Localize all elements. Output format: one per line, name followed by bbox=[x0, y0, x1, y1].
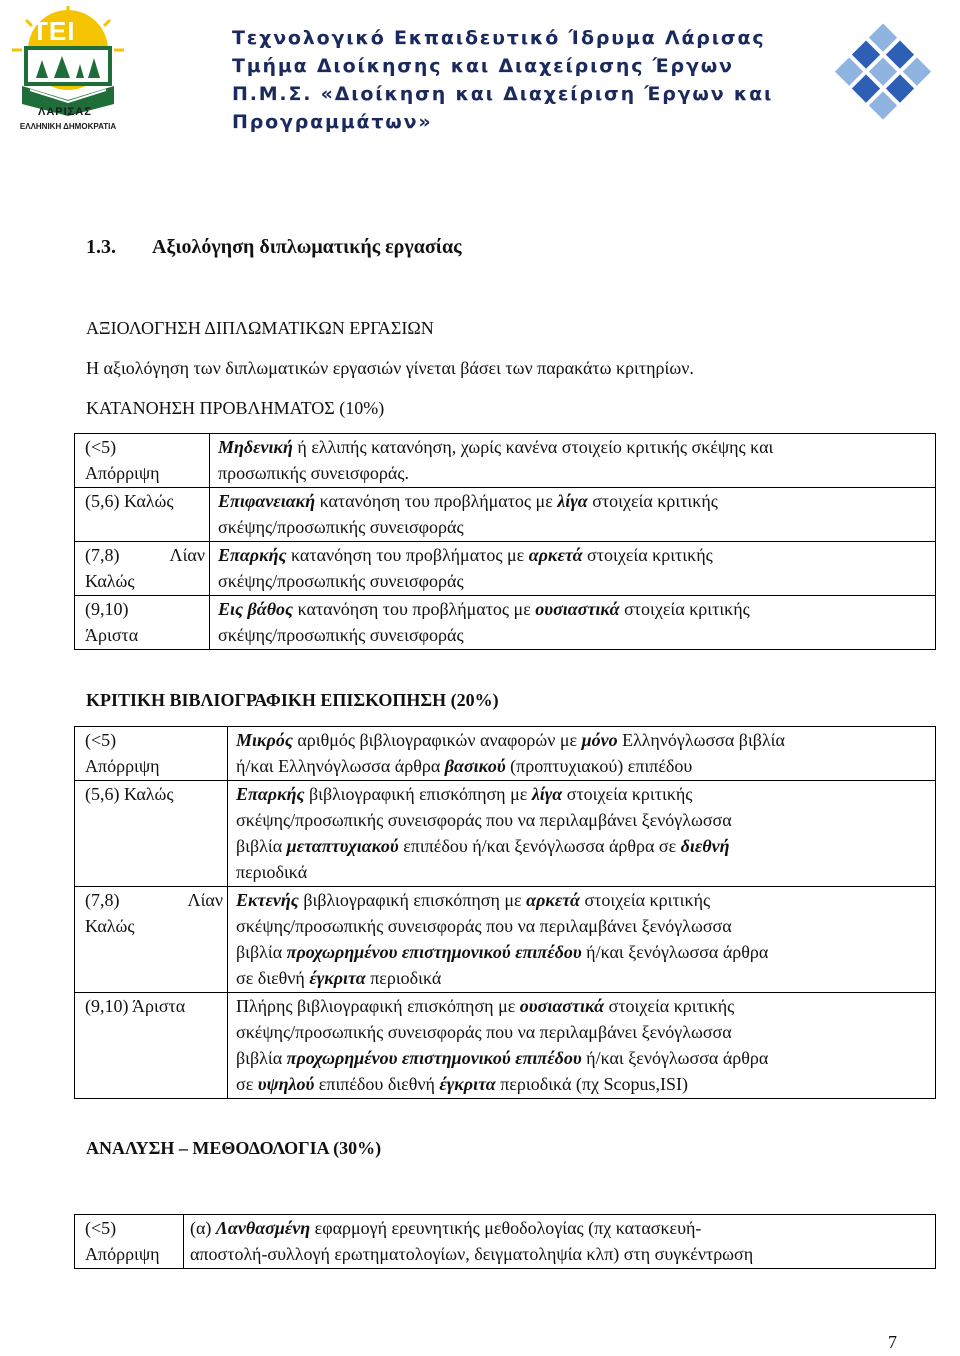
emphasis-text: Λανθασμένη bbox=[215, 1218, 311, 1238]
section-title bbox=[86, 236, 462, 259]
description-cell bbox=[228, 781, 936, 887]
emphasis-text: Μηδενική bbox=[218, 437, 293, 457]
emphasis-text: Εκτενής bbox=[236, 890, 299, 910]
grade-cell bbox=[75, 1215, 184, 1269]
section-number: 1.3. bbox=[86, 236, 116, 258]
description-text: περιοδικά bbox=[365, 968, 442, 988]
header-line-4: Προγραμμάτων» bbox=[232, 111, 433, 133]
grade-label: (5,6) Καλώς bbox=[85, 491, 174, 511]
emphasis-text: αρκετά bbox=[528, 545, 583, 565]
description-cell bbox=[184, 1215, 936, 1269]
criteria2-title: ΚΡΙΤΙΚΗ ΒΙΒΛΙΟΓΡΑΦΙΚΗ ΕΠΙΣΚΟΠΗΣΗ (20%) bbox=[86, 690, 499, 710]
section-heading: Αξιολόγηση διπλωματικής εργασίας bbox=[152, 236, 462, 258]
grade-label: Απόρριψη bbox=[85, 756, 160, 776]
grade-label: Λίαν bbox=[169, 545, 205, 565]
logo-city-text: ΛΑΡΙΣΑΣ bbox=[38, 106, 92, 118]
grade-label: Άριστα bbox=[85, 625, 139, 645]
description-text: Πλήρης βιβλιογραφική επισκόπηση με bbox=[236, 996, 520, 1016]
description-text: στοιχεία κριτικής bbox=[619, 599, 750, 619]
grade-label: Λίαν bbox=[187, 890, 223, 910]
description-text: επιπέδου ή/και ξενόγλωσσα άρθρα σε bbox=[398, 836, 681, 856]
description-text: ή ελλιπής κατανόηση, χωρίς κανένα στοιχείο κριτικής σκέψης και bbox=[292, 437, 774, 457]
description-text: (προπτυχιακού) επιπέδου bbox=[505, 756, 693, 776]
description-text: σκέψης/προσωπικής συνεισφοράς που να περιλαμβάνει ξενόγλωσσα bbox=[236, 916, 732, 936]
emphasis-text: ουσιαστικά bbox=[519, 996, 605, 1016]
description-text: σκέψης/προσωπικής συνεισφοράς που να περιλαμβάνει ξενόγλωσσα bbox=[236, 810, 732, 830]
criteria2-table bbox=[74, 726, 936, 1099]
table-row bbox=[75, 727, 936, 781]
main-heading: ΑΞΙΟΛΟΓΗΣΗ ΔΙΠΛΩΜΑΤΙΚΩΝ ΕΡΓΑΣΙΩΝ bbox=[86, 318, 434, 338]
grade-label: (<5) bbox=[85, 730, 117, 750]
description-cell bbox=[210, 542, 936, 596]
emphasis-text: μόνο bbox=[581, 730, 618, 750]
table-row bbox=[75, 781, 936, 887]
grade-cell bbox=[75, 542, 210, 596]
description-text: περιοδικά bbox=[236, 862, 308, 882]
grade-label: Απόρριψη bbox=[85, 463, 160, 483]
grade-label: (7,8) bbox=[85, 890, 120, 910]
grade-label: Καλώς bbox=[85, 571, 135, 591]
table-row bbox=[75, 542, 936, 596]
criteria1-table bbox=[74, 433, 936, 650]
grade-cell bbox=[75, 596, 210, 650]
emphasis-text: λίγα bbox=[557, 491, 588, 511]
description-text: ή/και ξενόγλωσσα άρθρα bbox=[581, 1048, 769, 1068]
tei-larisa-logo bbox=[8, 6, 128, 138]
diamond-pattern-logo-icon bbox=[818, 18, 948, 128]
emphasis-text: αρκετά bbox=[526, 890, 580, 910]
criteria3-table bbox=[74, 1214, 936, 1269]
description-cell bbox=[228, 887, 936, 993]
emphasis-text: έγκριτα bbox=[439, 1074, 496, 1094]
grade-label: Απόρριψη bbox=[85, 1244, 160, 1264]
description-cell bbox=[210, 488, 936, 542]
institution-header bbox=[232, 24, 792, 136]
logo-state-text: ΕΛΛΗΝΙΚΗ ΔΗΜΟΚΡΑΤΙΑ bbox=[19, 122, 117, 131]
description-text: σκέψης/προσωπικής συνεισφοράς bbox=[218, 625, 464, 645]
emphasis-text: προχωρημένου επιστημονικού επιπέδου bbox=[286, 942, 582, 962]
table-row bbox=[75, 596, 936, 650]
emphasis-text: μεταπτυχιακού bbox=[286, 836, 399, 856]
description-cell bbox=[210, 434, 936, 488]
grade-cell bbox=[75, 434, 210, 488]
table-row bbox=[75, 434, 936, 488]
header-line-3: Π.Μ.Σ. «Διοίκηση και Διαχείριση Έργων και bbox=[232, 83, 774, 105]
description-text: βιβλιογραφική επισκόπηση με bbox=[304, 784, 532, 804]
grade-label: (5,6) Καλώς bbox=[85, 784, 174, 804]
criteria3-title: ΑΝΑΛΥΣΗ – ΜΕΘΟΔΟΛΟΓΙΑ (30%) bbox=[86, 1138, 382, 1158]
logo-tei-text: TEI bbox=[32, 16, 76, 46]
emphasis-text: υψηλού bbox=[257, 1074, 315, 1094]
emphasis-text: έγκριτα bbox=[309, 968, 366, 988]
description-text: στοιχεία κριτικής bbox=[587, 491, 718, 511]
description-text: ή/και Ελληνόγλωσσα άρθρα bbox=[236, 756, 445, 776]
grade-cell bbox=[75, 887, 228, 993]
emphasis-text: Μικρός bbox=[236, 730, 293, 750]
intro-text: Η αξιολόγηση των διπλωματικών εργασιών γίνεται βάσει των παρακάτω κριτηρίων. bbox=[86, 358, 694, 378]
grade-label: (9,10) Άριστα bbox=[85, 996, 186, 1016]
header-line-1: Τεχνολογικό Εκπαιδευτικό Ίδρυμα Λάρισας bbox=[232, 27, 766, 49]
description-text: βιβλία bbox=[236, 836, 287, 856]
description-text: στοιχεία κριτικής bbox=[579, 890, 711, 910]
emphasis-text: Επαρκής bbox=[236, 784, 305, 804]
description-text: βιβλία bbox=[236, 942, 287, 962]
description-text: περιοδικά (πχ Scopus,ISI) bbox=[495, 1074, 688, 1094]
table-row bbox=[75, 488, 936, 542]
header-line-2: Τμήμα Διοίκησης και Διαχείρισης Έργων bbox=[232, 55, 734, 77]
description-text: σε bbox=[236, 1074, 258, 1094]
grade-label: (<5) bbox=[85, 1218, 117, 1238]
description-text: αποστολή-συλλογή ερωτηματολογίων, δειγματοληψία κλπ) στη συγκέντρωση bbox=[190, 1244, 754, 1264]
description-text: βιβλία bbox=[236, 1048, 287, 1068]
table-row bbox=[75, 1215, 936, 1269]
description-text: επιπέδου διεθνή bbox=[314, 1074, 440, 1094]
description-text: ή/και ξενόγλωσσα άρθρα bbox=[581, 942, 769, 962]
description-text: Ελληνόγλωσσα βιβλία bbox=[617, 730, 785, 750]
page-number: 7 bbox=[888, 1332, 897, 1352]
grade-cell bbox=[75, 727, 228, 781]
description-text: σκέψης/προσωπικής συνεισφοράς bbox=[218, 517, 464, 537]
emphasis-text: βασικού bbox=[444, 756, 506, 776]
grade-cell bbox=[75, 781, 228, 887]
grade-cell bbox=[75, 993, 228, 1099]
emphasis-text: προχωρημένου επιστημονικού επιπέδου bbox=[286, 1048, 582, 1068]
grade-label: Καλώς bbox=[85, 916, 135, 936]
grade-label: (9,10) bbox=[85, 599, 129, 619]
description-cell bbox=[228, 727, 936, 781]
table-row bbox=[75, 993, 936, 1099]
description-text: προσωπικής συνεισφοράς. bbox=[218, 463, 409, 483]
emphasis-text: διεθνή bbox=[680, 836, 730, 856]
description-text: βιβλιογραφική επισκόπηση με bbox=[298, 890, 527, 910]
emphasis-text: λίγα bbox=[531, 784, 563, 804]
description-text: αριθμός βιβλιογραφικών αναφορών με bbox=[292, 730, 582, 750]
description-text: κατανόηση του προβλήματος με bbox=[286, 545, 529, 565]
criteria1-title: ΚΑΤΑΝΟΗΣΗ ΠΡΟΒΛΗΜΑΤΟΣ (10%) bbox=[86, 398, 385, 418]
grade-label: (<5) bbox=[85, 437, 117, 457]
description-text: στοιχεία κριτικής bbox=[582, 545, 713, 565]
emphasis-text: Επιφανειακή bbox=[218, 491, 316, 511]
emphasis-text: Επαρκής bbox=[218, 545, 287, 565]
description-text: (α) bbox=[190, 1218, 216, 1238]
description-text: σε διεθνή bbox=[236, 968, 310, 988]
emphasis-text: Εις βάθος bbox=[218, 599, 294, 619]
table-row bbox=[75, 887, 936, 993]
description-text: σκέψης/προσωπικής συνεισφοράς bbox=[218, 571, 464, 591]
description-text: κατανόηση του προβλήματος με bbox=[293, 599, 536, 619]
description-text: στοιχεία κριτικής bbox=[604, 996, 735, 1016]
description-cell bbox=[228, 993, 936, 1099]
description-cell bbox=[210, 596, 936, 650]
description-text: κατανόηση του προβλήματος με bbox=[315, 491, 558, 511]
emphasis-text: ουσιαστικά bbox=[535, 599, 620, 619]
grade-label: (7,8) bbox=[85, 545, 120, 565]
grade-cell bbox=[75, 488, 210, 542]
description-text: εφαρμογή ερευνητικής μεθοδολογίας (πχ κατασκευή- bbox=[310, 1218, 702, 1238]
description-text: στοιχεία κριτικής bbox=[562, 784, 693, 804]
description-text: σκέψης/προσωπικής συνεισφοράς που να περιλαμβάνει ξενόγλωσσα bbox=[236, 1022, 732, 1042]
